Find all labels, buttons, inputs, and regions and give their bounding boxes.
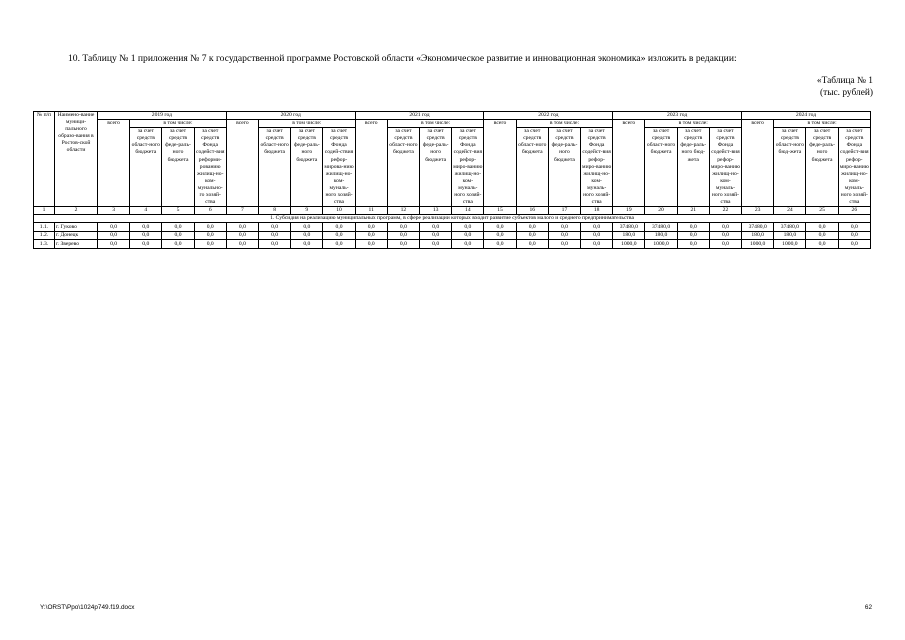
column-number: 3 bbox=[98, 207, 130, 215]
header-regional-budget: за счет средств област-ного бюд-жета bbox=[774, 128, 806, 207]
row-municipality: г. Донецк bbox=[55, 231, 98, 240]
header-year: 2024 год bbox=[742, 112, 871, 120]
column-number: 13 bbox=[420, 207, 452, 215]
table-cell: 0,0 bbox=[259, 223, 291, 232]
table-cell: 0,0 bbox=[806, 223, 838, 232]
table-cell: 0,0 bbox=[130, 231, 162, 240]
table-cell: 0,0 bbox=[484, 231, 516, 240]
table-cell: 0,0 bbox=[291, 231, 323, 240]
column-number: 21 bbox=[677, 207, 709, 215]
table-cell: 0,0 bbox=[355, 223, 387, 232]
column-number: 8 bbox=[259, 207, 291, 215]
column-number: 7 bbox=[226, 207, 258, 215]
header-federal-budget: за счет средств феде-раль-ного бюджета bbox=[806, 128, 838, 207]
table-cell: 180,0 bbox=[613, 231, 645, 240]
header-reform-fund: за счет средств Фонда содейст-вия рефор-миро-ванию жилищ-но-ком-муналь-ного хозяй-ства bbox=[839, 128, 869, 206]
table-cell: 0,0 bbox=[677, 223, 709, 232]
header-federal-budget: за счет средств феде-раль-ного бюджета bbox=[291, 128, 323, 207]
table-cell: 1000,0 bbox=[742, 240, 774, 249]
table-cell: 0,0 bbox=[194, 240, 226, 249]
header-year: 2020 год bbox=[226, 112, 355, 120]
budget-table bbox=[33, 111, 871, 249]
header-total: всего bbox=[613, 120, 645, 207]
table-cell: 0,0 bbox=[98, 240, 130, 249]
column-number: 9 bbox=[291, 207, 323, 215]
table-cell: 0,0 bbox=[259, 231, 291, 240]
header-reform-fund: за счет средств Фонда содейст-вия рефор-миро-ванию жилищ-но-ком-муналь-ного хозяй-ства bbox=[710, 128, 741, 206]
table-cell: 0,0 bbox=[355, 231, 387, 240]
section-title: 1. Субсидия на реализацию муниципальных программ, в сфере реализации которых входит развитие субъектов малого и среднего предпринимательства bbox=[34, 215, 871, 223]
table-cell: 0,0 bbox=[323, 223, 355, 232]
row-number: 1.2. bbox=[34, 231, 55, 240]
table-cell: 1000,0 bbox=[645, 240, 677, 249]
table-cell: 0,0 bbox=[130, 223, 162, 232]
header-total: всего bbox=[98, 120, 130, 207]
column-number: 16 bbox=[516, 207, 548, 215]
table-cell: 0,0 bbox=[162, 231, 194, 240]
table-cell: 0,0 bbox=[677, 231, 709, 240]
table-cell: 0,0 bbox=[452, 231, 484, 240]
header-including: в том числе: bbox=[774, 120, 871, 128]
table-cell: 0,0 bbox=[838, 223, 870, 232]
header-row-years bbox=[34, 112, 871, 120]
column-number: 26 bbox=[838, 207, 870, 215]
header-federal-budget: за счет средств феде-раль-ного бюджета bbox=[548, 128, 580, 207]
column-number: 24 bbox=[774, 207, 806, 215]
table-cell: 0,0 bbox=[581, 231, 613, 240]
table-cell: 37480,0 bbox=[774, 223, 806, 232]
header-reform-fund: за счет средств Фонда содейст-вия реформи-рованию жилищ-но-ком-мунально-го хозяй-ства bbox=[195, 128, 225, 206]
table-cell: 180,0 bbox=[645, 231, 677, 240]
table-cell: 0,0 bbox=[387, 231, 419, 240]
table-cell: 0,0 bbox=[226, 223, 258, 232]
column-number: 2 bbox=[55, 207, 98, 215]
column-number: 20 bbox=[645, 207, 677, 215]
column-number: 12 bbox=[387, 207, 419, 215]
column-number: 15 bbox=[484, 207, 516, 215]
table-cell: 0,0 bbox=[516, 231, 548, 240]
table-row bbox=[34, 231, 871, 240]
table-cell: 0,0 bbox=[709, 231, 741, 240]
table-row bbox=[34, 240, 871, 249]
header-reform-fund: за счет средств Фонда содей-ствия рефор-мирова-нию жилищ-но-ком-муналь-ного хозяй-ства bbox=[324, 128, 354, 206]
header-including: в том числе: bbox=[387, 120, 484, 128]
column-number-row bbox=[34, 207, 871, 215]
header-federal-budget: за счет средств феде-раль-ного бюд-жета bbox=[677, 128, 709, 207]
table-cell: 0,0 bbox=[323, 240, 355, 249]
header-including: в том числе: bbox=[259, 120, 356, 128]
table-cell: 180,0 bbox=[742, 231, 774, 240]
section-row bbox=[34, 215, 871, 223]
table-caption bbox=[817, 76, 873, 99]
table-cell: 180,0 bbox=[774, 231, 806, 240]
row-number: 1.1. bbox=[34, 223, 55, 232]
header-federal-budget: за счет средств феде-раль-ного бюджета bbox=[420, 128, 452, 207]
column-number: 11 bbox=[355, 207, 387, 215]
table-cell: 0,0 bbox=[194, 231, 226, 240]
header-year: 2022 год bbox=[484, 112, 613, 120]
table-cell: 0,0 bbox=[516, 223, 548, 232]
table-cell: 0,0 bbox=[484, 240, 516, 249]
column-number: 25 bbox=[806, 207, 838, 215]
header-reform-fund: за счет средств Фонда содейст-вия рефор-миро-ванию жилищ-но-ком-муналь-ного хозяй-ства bbox=[453, 128, 483, 206]
table-cell: 0,0 bbox=[838, 240, 870, 249]
table-cell: 0,0 bbox=[548, 223, 580, 232]
row-number: 1.3. bbox=[34, 240, 55, 249]
page-number: 62 bbox=[864, 604, 872, 611]
column-number: 1 bbox=[34, 207, 55, 215]
table-cell: 0,0 bbox=[581, 223, 613, 232]
row-municipality: г. Зверево bbox=[55, 240, 98, 249]
table-cell: 0,0 bbox=[548, 240, 580, 249]
header-regional-budget: за счет средств област-ного бюджета bbox=[130, 128, 162, 207]
table-cell: 0,0 bbox=[98, 231, 130, 240]
table-cell: 0,0 bbox=[677, 240, 709, 249]
column-number: 22 bbox=[709, 207, 741, 215]
table-cell: 0,0 bbox=[194, 223, 226, 232]
column-number: 17 bbox=[548, 207, 580, 215]
table-cell: 0,0 bbox=[323, 231, 355, 240]
header-year: 2023 год bbox=[613, 112, 742, 120]
header-year: 2019 год bbox=[98, 112, 227, 120]
table-cell: 0,0 bbox=[484, 223, 516, 232]
table-cell: 0,0 bbox=[291, 223, 323, 232]
table-cell: 1000,0 bbox=[774, 240, 806, 249]
column-number: 6 bbox=[194, 207, 226, 215]
header-federal-budget: за счет средств феде-раль-ного бюджета bbox=[162, 128, 194, 207]
table-cell: 0,0 bbox=[355, 240, 387, 249]
column-number: 18 bbox=[581, 207, 613, 215]
header-num: № п/п bbox=[34, 112, 55, 207]
header-including: в том числе: bbox=[130, 120, 227, 128]
table-cell: 0,0 bbox=[838, 231, 870, 240]
header-regional-budget: за счет средств област-ного бюджета bbox=[259, 128, 291, 207]
table-cell: 0,0 bbox=[162, 240, 194, 249]
table-cell: 0,0 bbox=[516, 240, 548, 249]
document-heading: 10. Таблицу № 1 приложения № 7 к государственной программе Ростовской области «Экономическое развитие и инновационная экономика» изложить в редакции: bbox=[68, 53, 737, 64]
table-cell: 0,0 bbox=[98, 223, 130, 232]
table-caption-title: «Таблица № 1 bbox=[816, 76, 873, 86]
table-cell: 37480,0 bbox=[613, 223, 645, 232]
table-cell: 0,0 bbox=[387, 240, 419, 249]
header-row-total bbox=[34, 120, 871, 128]
table-cell: 37480,0 bbox=[645, 223, 677, 232]
header-reform-fund: за счет средств Фонда содейст-вия рефор-миро-ванию жилищ-но-ком-муналь-ного хозяй-ства bbox=[582, 128, 612, 206]
table-cell: 0,0 bbox=[548, 231, 580, 240]
table-cell: 0,0 bbox=[452, 240, 484, 249]
row-municipality: г. Гуково bbox=[55, 223, 98, 232]
column-number: 14 bbox=[452, 207, 484, 215]
header-including: в том числе: bbox=[645, 120, 742, 128]
header-total: всего bbox=[226, 120, 258, 207]
table-cell: 0,0 bbox=[420, 231, 452, 240]
table-cell: 0,0 bbox=[130, 240, 162, 249]
table-cell: 0,0 bbox=[581, 240, 613, 249]
table-cell: 0,0 bbox=[452, 223, 484, 232]
table-cell: 0,0 bbox=[291, 240, 323, 249]
table-cell: 0,0 bbox=[806, 231, 838, 240]
file-path: Y:\ORST\Ppo\1024p749.f19.docx bbox=[40, 604, 135, 611]
table-cell: 1000,0 bbox=[613, 240, 645, 249]
table-cell: 0,0 bbox=[709, 240, 741, 249]
header-regional-budget: за счет средств област-ного бюджета bbox=[387, 128, 419, 207]
header-total: всего bbox=[742, 120, 774, 207]
column-number: 23 bbox=[742, 207, 774, 215]
column-number: 4 bbox=[130, 207, 162, 215]
table-cell: 37480,0 bbox=[742, 223, 774, 232]
table-body bbox=[34, 207, 871, 249]
table-cell: 0,0 bbox=[226, 231, 258, 240]
header-total: всего bbox=[484, 120, 516, 207]
table-cell: 0,0 bbox=[420, 223, 452, 232]
header-regional-budget: за счет средств област-ного бюджета bbox=[645, 128, 677, 207]
table-cell: 0,0 bbox=[162, 223, 194, 232]
header-year: 2021 год bbox=[355, 112, 484, 120]
table-row bbox=[34, 223, 871, 232]
column-number: 5 bbox=[162, 207, 194, 215]
table-cell: 0,0 bbox=[259, 240, 291, 249]
header-total: всего bbox=[355, 120, 387, 207]
table-cell: 0,0 bbox=[226, 240, 258, 249]
table-cell: 0,0 bbox=[387, 223, 419, 232]
table-cell: 0,0 bbox=[709, 223, 741, 232]
table-cell: 0,0 bbox=[420, 240, 452, 249]
table-caption-units: (тыс. рублей) bbox=[819, 87, 873, 98]
header-municipality: Наимено-вание муници-пального образо-вания в Ростов-ской области bbox=[55, 112, 98, 207]
column-number: 10 bbox=[323, 207, 355, 215]
column-number: 19 bbox=[613, 207, 645, 215]
header-including: в том числе: bbox=[516, 120, 613, 128]
header-regional-budget: за счет средств област-ного бюджета bbox=[516, 128, 548, 207]
table-cell: 0,0 bbox=[806, 240, 838, 249]
